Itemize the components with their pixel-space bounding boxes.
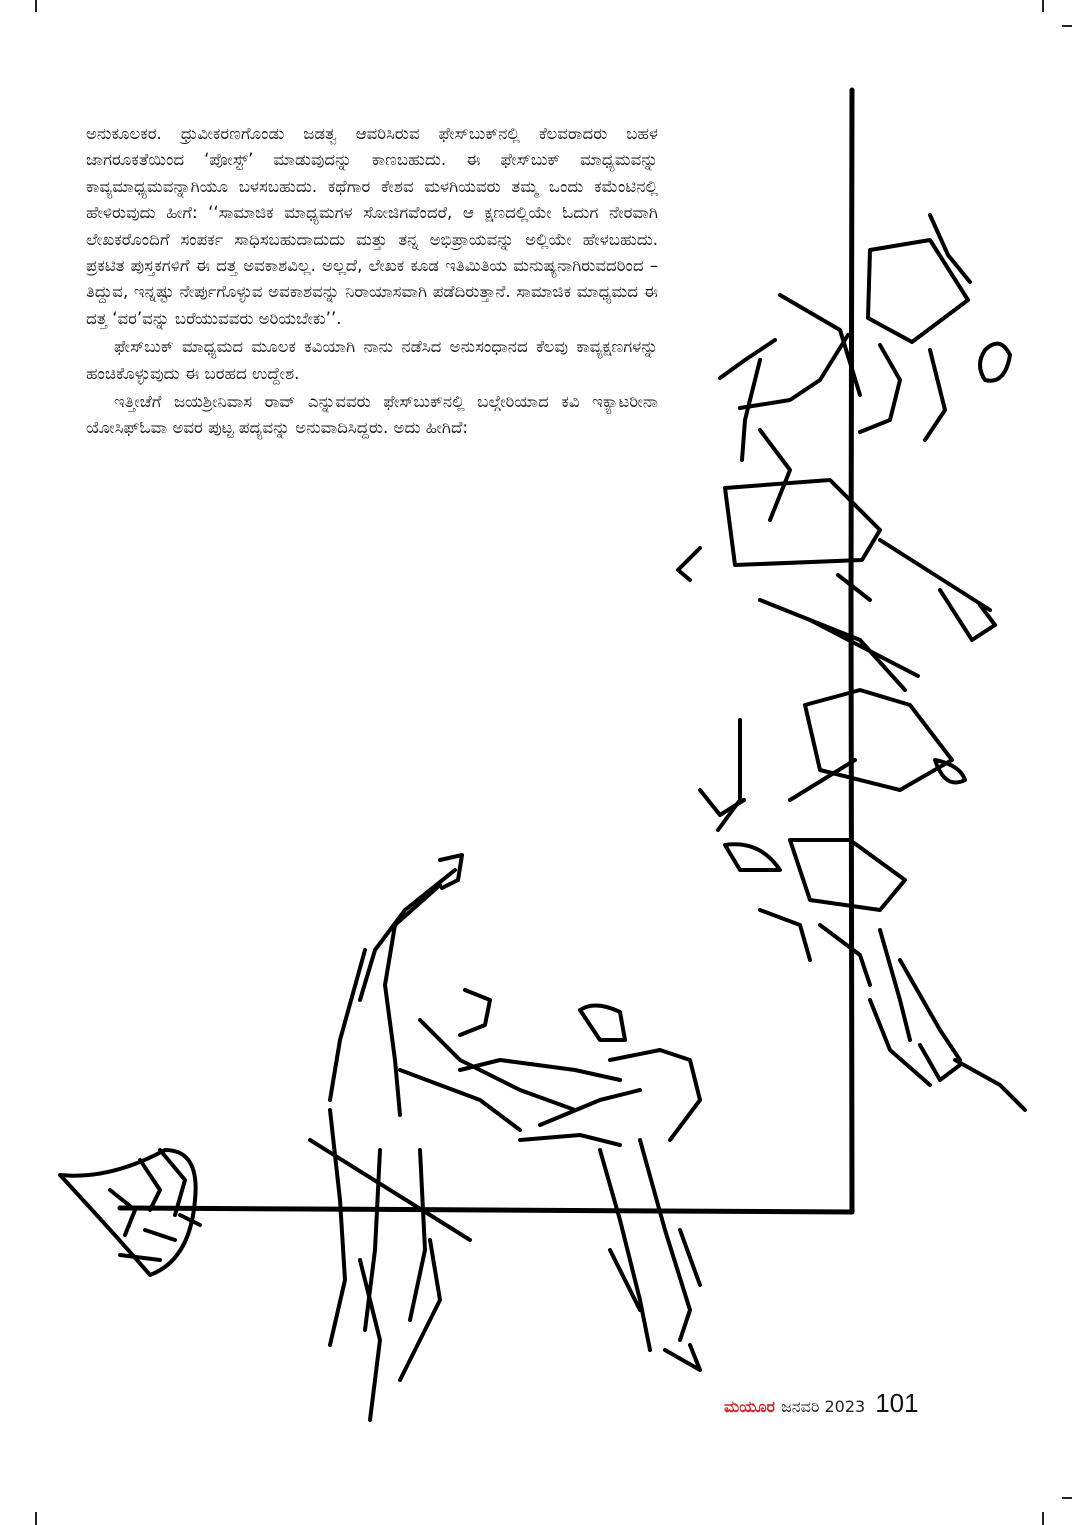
magazine-logo: ಮಯೂರ bbox=[724, 1397, 776, 1416]
body-paragraph-1: ಅನುಕೂಲಕರ. ಧ್ರುವೀಕರಣಗೊಂಡು ಜಡತ್ವ ಆವರಿಸಿರುವ ಫೇಸ್‌ಬುಕ್‌ನಲ್ಲಿ ಕೆಲವರಾದರು ಬಹಳ ಜಾಗರೂಕತೆಯಿಂದ ‘ಪೋಸ್ಟ್’ ಮಾಡುವುದನ್ನು ಕಾಣಬಹುದು. ಈ ಫೇಸ್‌ಬುಕ್ ಮಾಧ್ಯಮವನ್ನು ಕಾವ್ಯಮಾಧ್ಯಮವನ್ನಾಗಿಯೂ ಬಳಸಬಹುದು. ಕಥೆಗಾರ ಕೇಶವ ಮಳಗಿಯವರು ತಮ್ಮ ಒಂದು ಕಮೆಂಟಿನಲ್ಲಿ ಹೇಳಿರುವುದು ಹೀಗೆ: ‘‘ಸಾಮಾಜಿಕ ಮಾಧ್ಯಮಗಳ ಸೋಜಿಗವೆಂದರೆ, ಆ ಕ್ಷಣದಲ್ಲಿಯೇ ಓದುಗ ನೇರವಾಗಿ ಲೇಖಕರೊಂದಿಗೆ ಸಂಪರ್ಕ ಸಾಧಿಸಬಹುದಾದುದು ಮತ್ತು ತನ್ನ ಅಭಿಪ್ರಾಯವನ್ನು ಅಲ್ಲಿಯೇ ಹೇಳಬಹುದು. ಪ್ರಕಟಿತ ಪುಸ್ತಕಗಳಿಗೆ ಈ ದತ್ತ ಅವಕಾಶವಿಲ್ಲ. ಅಲ್ಲದೆ, ಲೇಖಕ ಕೂಡ ಇತಿಮಿತಿಯ ಮನುಷ್ಯನಾಗಿರುವದರಿಂದ – ತಿದ್ದುವ, ಇನ್ನಷ್ಟು ನೇರ್ಪುಗೊಳ್ಳುವ ಅವಕಾಶವನ್ನು ನಿರಾಯಾಸವಾಗಿ ಪಡೆದಿರುತ್ತಾನೆ. ಸಾಮಾಜಿಕ ಮಾಧ್ಯಮದ ಈ ದತ್ತ ‘ವರ’ವನ್ನು ಬರೆಯುವವರು ಅರಿಯಬೇಕು’’. bbox=[86, 124, 658, 328]
page-footer bbox=[724, 1388, 919, 1428]
article-body bbox=[86, 121, 658, 442]
issue-date: ಜನವರಿ 2023 bbox=[781, 1397, 866, 1416]
page-number: 101 bbox=[875, 1388, 919, 1418]
body-paragraph-2: ಫೇಸ್‌ಬುಕ್ ಮಾಧ್ಯಮದ ಮೂಲಕ ಕವಿಯಾಗಿ ನಾನು ನಡೆಸಿದ ಅನುಸಂಧಾನದ ಕೆಲವು ಕಾವ್ಯಕ್ಷಣಗಳನ್ನು ಹಂಚಿಕೊಳ್ಳುವುದು ಈ ಬರಹದ ಉದ್ದೇಶ. bbox=[86, 337, 658, 383]
body-paragraph-3: ಇತ್ತೀಚೆಗೆ ಜಯಶ್ರೀನಿವಾಸ ರಾವ್ ಎನ್ನುವವರು ಫೇಸ್‌ಬುಕ್‌ನಲ್ಲಿ ಬಲ್ಗೇರಿಯಾದ ಕವಿ ಇಕ್ಯಾಟರೀನಾ ಯೋಸಿಫ್‌ಓವಾ ಅವರ ಪುಟ್ಟ ಪದ್ಯವನ್ನು ಅನುವಾದಿಸಿದ್ದರು. ಅದು ಹೀಗಿದೆ: bbox=[86, 392, 658, 438]
